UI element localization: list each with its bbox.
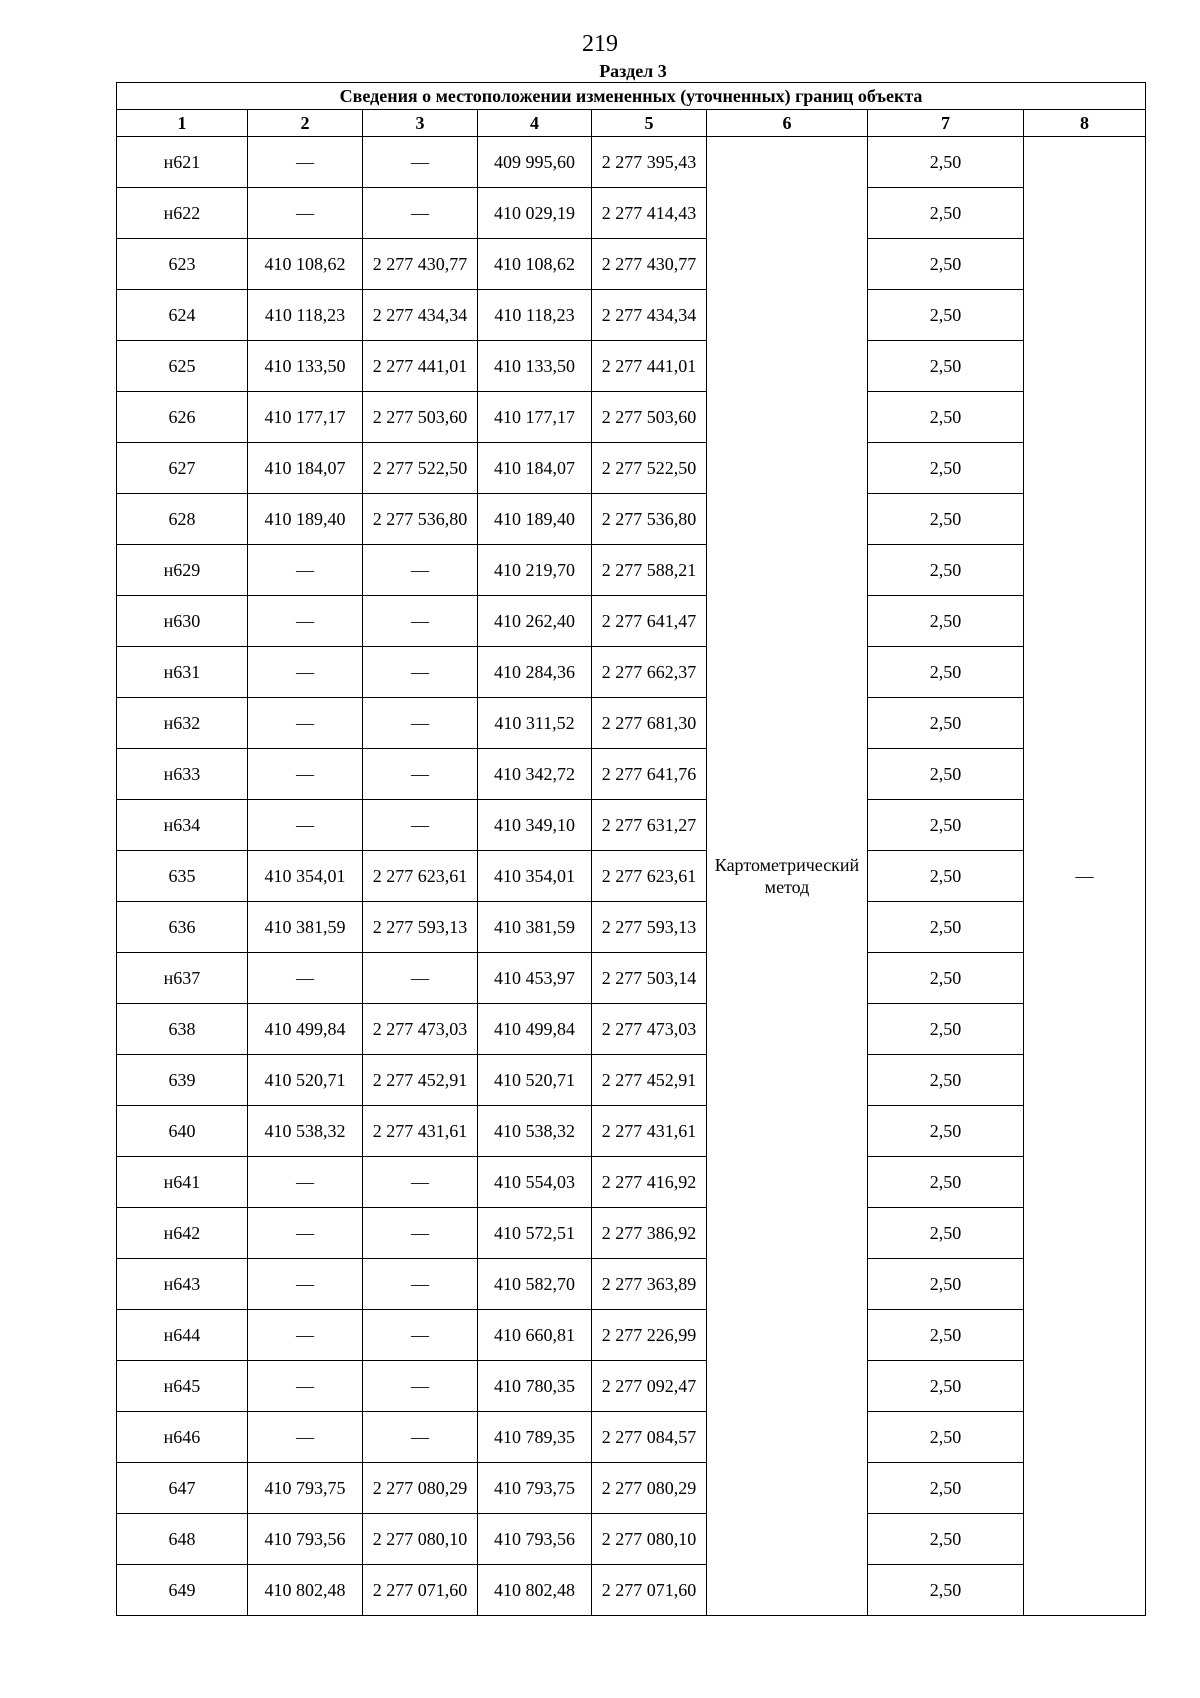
table-row [117,902,1146,953]
table-row [117,698,1146,749]
table-row [117,1463,1146,1514]
x-new-cell: 410 582,70 [478,1259,592,1310]
y-new-cell: 2 277 588,21 [592,545,707,596]
x-existing-cell: — [248,698,363,749]
table-caption-row [117,83,1146,110]
table-row [117,443,1146,494]
x-new-cell: 410 381,59 [478,902,592,953]
y-existing-cell: — [363,545,478,596]
y-new-cell: 2 277 080,10 [592,1514,707,1565]
point-number-cell: н644 [117,1310,248,1361]
x-existing-cell: — [248,137,363,188]
x-existing-cell: — [248,647,363,698]
accuracy-cell: 2,50 [868,341,1024,392]
x-existing-cell: — [248,1157,363,1208]
y-new-cell: 2 277 386,92 [592,1208,707,1259]
y-existing-cell: 2 277 434,34 [363,290,478,341]
point-number-cell: 649 [117,1565,248,1616]
table-row [117,392,1146,443]
y-existing-cell: — [363,1310,478,1361]
accuracy-cell: 2,50 [868,392,1024,443]
x-new-cell: 410 189,40 [478,494,592,545]
point-number-cell: н643 [117,1259,248,1310]
point-number-cell: н630 [117,596,248,647]
x-new-cell: 409 995,60 [478,137,592,188]
accuracy-cell: 2,50 [868,851,1024,902]
accuracy-cell: 2,50 [868,494,1024,545]
y-new-cell: 2 277 071,60 [592,1565,707,1616]
x-existing-cell: 410 354,01 [248,851,363,902]
table-row [117,1004,1146,1055]
page-number: 219 [582,31,618,57]
x-existing-cell: — [248,1412,363,1463]
column-number: 1 [117,110,248,137]
table-row [117,239,1146,290]
accuracy-cell: 2,50 [868,188,1024,239]
column-number-row [117,110,1146,137]
accuracy-cell: 2,50 [868,239,1024,290]
point-number-cell: 636 [117,902,248,953]
column-number: 4 [478,110,592,137]
point-number-cell: н622 [117,188,248,239]
y-existing-cell: 2 277 536,80 [363,494,478,545]
x-new-cell: 410 219,70 [478,545,592,596]
table-row [117,1514,1146,1565]
accuracy-cell: 2,50 [868,800,1024,851]
x-existing-cell: — [248,800,363,851]
table-row [117,1157,1146,1208]
accuracy-cell: 2,50 [868,1463,1024,1514]
y-new-cell: 2 277 434,34 [592,290,707,341]
y-existing-cell: 2 277 431,61 [363,1106,478,1157]
x-new-cell: 410 499,84 [478,1004,592,1055]
x-existing-cell: 410 184,07 [248,443,363,494]
point-number-cell: 627 [117,443,248,494]
boundary-table [116,82,1146,1616]
point-number-cell: н621 [117,137,248,188]
accuracy-cell: 2,50 [868,1055,1024,1106]
column-number: 8 [1024,110,1146,137]
y-existing-cell: 2 277 080,10 [363,1514,478,1565]
y-new-cell: 2 277 641,76 [592,749,707,800]
accuracy-cell: 2,50 [868,902,1024,953]
x-new-cell: 410 660,81 [478,1310,592,1361]
y-existing-cell: 2 277 503,60 [363,392,478,443]
accuracy-cell: 2,50 [868,1361,1024,1412]
column-number: 6 [707,110,868,137]
table-row [117,1412,1146,1463]
x-existing-cell: — [248,749,363,800]
point-number-cell: 638 [117,1004,248,1055]
table-body [117,137,1146,1616]
y-existing-cell: — [363,953,478,1004]
accuracy-cell: 2,50 [868,137,1024,188]
y-new-cell: 2 277 080,29 [592,1463,707,1514]
column-number: 3 [363,110,478,137]
y-new-cell: 2 277 503,60 [592,392,707,443]
x-existing-cell: 410 520,71 [248,1055,363,1106]
y-new-cell: 2 277 473,03 [592,1004,707,1055]
y-new-cell: 2 277 416,92 [592,1157,707,1208]
point-number-cell: н641 [117,1157,248,1208]
y-existing-cell: 2 277 452,91 [363,1055,478,1106]
point-number-cell: н646 [117,1412,248,1463]
accuracy-cell: 2,50 [868,443,1024,494]
accuracy-cell: 2,50 [868,1565,1024,1616]
x-new-cell: 410 177,17 [478,392,592,443]
y-new-cell: 2 277 363,89 [592,1259,707,1310]
table-row [117,596,1146,647]
point-number-cell: 624 [117,290,248,341]
x-existing-cell: — [248,1208,363,1259]
y-new-cell: 2 277 226,99 [592,1310,707,1361]
x-existing-cell: 410 793,75 [248,1463,363,1514]
x-existing-cell: 410 189,40 [248,494,363,545]
point-number-cell: 628 [117,494,248,545]
table-row [117,1565,1146,1616]
x-existing-cell: 410 793,56 [248,1514,363,1565]
method-text: Картометрический метод [714,855,860,897]
table-row [117,647,1146,698]
x-new-cell: 410 349,10 [478,800,592,851]
y-existing-cell: — [363,1157,478,1208]
y-existing-cell: — [363,1208,478,1259]
point-number-cell: 625 [117,341,248,392]
table-row [117,1055,1146,1106]
x-new-cell: 410 108,62 [478,239,592,290]
x-new-cell: 410 538,32 [478,1106,592,1157]
x-new-cell: 410 262,40 [478,596,592,647]
y-new-cell: 2 277 431,61 [592,1106,707,1157]
x-existing-cell: 410 499,84 [248,1004,363,1055]
point-number-cell: н634 [117,800,248,851]
accuracy-cell: 2,50 [868,290,1024,341]
y-existing-cell: 2 277 623,61 [363,851,478,902]
accuracy-cell: 2,50 [868,596,1024,647]
table-row [117,545,1146,596]
y-existing-cell: — [363,698,478,749]
x-existing-cell: 410 118,23 [248,290,363,341]
x-existing-cell: 410 538,32 [248,1106,363,1157]
point-number-cell: 640 [117,1106,248,1157]
column-number: 2 [248,110,363,137]
x-new-cell: 410 520,71 [478,1055,592,1106]
y-new-cell: 2 277 536,80 [592,494,707,545]
table-row [117,137,1146,188]
table-row [117,1259,1146,1310]
table-row [117,494,1146,545]
section-title [0,61,1200,81]
y-existing-cell: 2 277 593,13 [363,902,478,953]
x-existing-cell: 410 177,17 [248,392,363,443]
table-row [117,800,1146,851]
x-new-cell: 410 789,35 [478,1412,592,1463]
x-existing-cell: — [248,596,363,647]
point-number-cell: н642 [117,1208,248,1259]
accuracy-cell: 2,50 [868,647,1024,698]
x-existing-cell: — [248,953,363,1004]
y-new-cell: 2 277 662,37 [592,647,707,698]
point-number-cell: н645 [117,1361,248,1412]
y-existing-cell: — [363,188,478,239]
column8-cell: — [1024,137,1146,1616]
table-caption: Сведения о местоположении измененных (уточненных) границ объекта [117,83,1146,110]
x-new-cell: 410 118,23 [478,290,592,341]
accuracy-cell: 2,50 [868,1106,1024,1157]
y-existing-cell: 2 277 522,50 [363,443,478,494]
table-row [117,341,1146,392]
y-new-cell: 2 277 623,61 [592,851,707,902]
table-row [117,749,1146,800]
table-row [117,290,1146,341]
y-existing-cell: — [363,137,478,188]
x-new-cell: 410 793,75 [478,1463,592,1514]
accuracy-cell: 2,50 [868,1157,1024,1208]
x-new-cell: 410 802,48 [478,1565,592,1616]
accuracy-cell: 2,50 [868,1412,1024,1463]
table-row [117,1106,1146,1157]
accuracy-cell: 2,50 [868,1208,1024,1259]
x-new-cell: 410 453,97 [478,953,592,1004]
x-new-cell: 410 554,03 [478,1157,592,1208]
y-existing-cell: 2 277 071,60 [363,1565,478,1616]
y-new-cell: 2 277 631,27 [592,800,707,851]
y-existing-cell: 2 277 430,77 [363,239,478,290]
x-existing-cell: 410 133,50 [248,341,363,392]
x-existing-cell: 410 108,62 [248,239,363,290]
x-existing-cell: 410 381,59 [248,902,363,953]
accuracy-cell: 2,50 [868,1514,1024,1565]
accuracy-cell: 2,50 [868,953,1024,1004]
point-number-cell: н632 [117,698,248,749]
y-existing-cell: 2 277 473,03 [363,1004,478,1055]
point-number-cell: н633 [117,749,248,800]
y-new-cell: 2 277 395,43 [592,137,707,188]
x-existing-cell: — [248,1259,363,1310]
y-new-cell: 2 277 092,47 [592,1361,707,1412]
x-new-cell: 410 184,07 [478,443,592,494]
accuracy-cell: 2,50 [868,1259,1024,1310]
x-existing-cell: — [248,545,363,596]
x-existing-cell: — [248,1361,363,1412]
point-number-cell: н631 [117,647,248,698]
accuracy-cell: 2,50 [868,749,1024,800]
x-new-cell: 410 342,72 [478,749,592,800]
point-number-cell: н629 [117,545,248,596]
y-existing-cell: 2 277 441,01 [363,341,478,392]
y-new-cell: 2 277 452,91 [592,1055,707,1106]
y-new-cell: 2 277 441,01 [592,341,707,392]
y-new-cell: 2 277 430,77 [592,239,707,290]
y-existing-cell: — [363,647,478,698]
column-number: 5 [592,110,707,137]
table-row [117,1361,1146,1412]
x-new-cell: 410 780,35 [478,1361,592,1412]
y-existing-cell: 2 277 080,29 [363,1463,478,1514]
x-existing-cell: 410 802,48 [248,1565,363,1616]
method-cell [707,137,868,1616]
x-existing-cell: — [248,1310,363,1361]
table-row [117,953,1146,1004]
accuracy-cell: 2,50 [868,545,1024,596]
x-existing-cell: — [248,188,363,239]
y-new-cell: 2 277 414,43 [592,188,707,239]
accuracy-cell: 2,50 [868,698,1024,749]
table-row [117,1310,1146,1361]
y-new-cell: 2 277 593,13 [592,902,707,953]
point-number-cell: 626 [117,392,248,443]
y-existing-cell: — [363,800,478,851]
x-new-cell: 410 572,51 [478,1208,592,1259]
point-number-cell: 647 [117,1463,248,1514]
y-existing-cell: — [363,1361,478,1412]
y-existing-cell: — [363,596,478,647]
x-new-cell: 410 133,50 [478,341,592,392]
accuracy-cell: 2,50 [868,1310,1024,1361]
y-new-cell: 2 277 503,14 [592,953,707,1004]
table-row [117,188,1146,239]
point-number-cell: 648 [117,1514,248,1565]
point-number-cell: 639 [117,1055,248,1106]
point-number-cell: н637 [117,953,248,1004]
point-number-cell: 623 [117,239,248,290]
x-new-cell: 410 284,36 [478,647,592,698]
y-existing-cell: — [363,749,478,800]
point-number-cell: 635 [117,851,248,902]
x-new-cell: 410 354,01 [478,851,592,902]
y-existing-cell: — [363,1412,478,1463]
y-new-cell: 2 277 681,30 [592,698,707,749]
table-row [117,1208,1146,1259]
y-new-cell: 2 277 641,47 [592,596,707,647]
x-new-cell: 410 029,19 [478,188,592,239]
y-new-cell: 2 277 522,50 [592,443,707,494]
x-new-cell: 410 793,56 [478,1514,592,1565]
y-new-cell: 2 277 084,57 [592,1412,707,1463]
table-row [117,851,1146,902]
column-number: 7 [868,110,1024,137]
y-existing-cell: — [363,1259,478,1310]
x-new-cell: 410 311,52 [478,698,592,749]
accuracy-cell: 2,50 [868,1004,1024,1055]
section-title-text: Раздел 3 [599,61,667,81]
